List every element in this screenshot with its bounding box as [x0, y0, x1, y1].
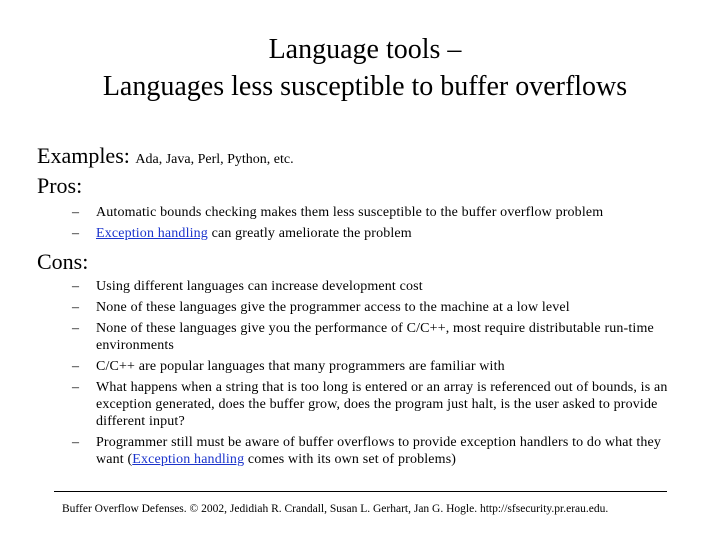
dash-bullet-icon: –: [72, 205, 80, 220]
slide-title-line-2: Languages less susceptible to buffer overflows: [102, 71, 628, 102]
cons-item-6: [0, 434, 676, 468]
cons-item-5-text: What happens when a string that is too long is entered or an array is referenced out of bounds, is an exception generated, does the buffer grow, does the program just halt, is the user asked to provide different input?: [96, 380, 668, 429]
pros-item-1: [0, 204, 676, 221]
pros-label: Pros:: [37, 173, 83, 198]
dash-bullet-icon: –: [72, 321, 80, 336]
dash-bullet-icon: –: [72, 300, 80, 315]
examples-heading: [37, 142, 294, 174]
cons-item-6-text: Programmer still must be aware of buffer overflows to provide exception handlers to do what they want (: [96, 435, 662, 467]
cons-item-4-text: C/C++ are popular languages that many programmers are familiar with: [96, 359, 505, 374]
cons-list: [0, 278, 676, 472]
cons-item-5: [0, 379, 676, 430]
dash-bullet-icon: –: [72, 226, 80, 241]
dash-bullet-icon: –: [72, 359, 80, 374]
cons-label: Cons:: [37, 249, 89, 274]
footer-divider: [54, 491, 667, 492]
cons-item-1: [0, 278, 676, 295]
cons-item-1-text: Using different languages can increase development cost: [96, 279, 423, 294]
footer-credits: Buffer Overflow Defenses. © 2002, Jedidiah R. Crandall, Susan L. Gerhart, Jan G. Hogle. http://sfsecurity.pr.erau.edu.: [62, 503, 609, 515]
pros-list: [0, 204, 676, 246]
exception-handling-link[interactable]: Exception handling: [96, 226, 208, 241]
dash-bullet-icon: –: [72, 279, 80, 294]
examples-label: Examples:: [37, 143, 130, 168]
cons-item-3: [0, 320, 676, 354]
cons-item-6-text-end: comes with its own set of problems): [244, 452, 457, 467]
pros-item-2: [0, 225, 676, 242]
cons-item-4: [0, 358, 676, 375]
pros-item-2-text: can greatly ameliorate the problem: [207, 226, 412, 241]
examples-text: Ada, Java, Perl, Python, etc.: [135, 152, 294, 167]
cons-item-2: [0, 299, 676, 316]
cons-item-2-text: None of these languages give the programmer access to the machine at a low level: [96, 300, 570, 315]
exception-handling-link[interactable]: Exception handling: [132, 452, 245, 467]
dash-bullet-icon: –: [72, 435, 80, 450]
dash-bullet-icon: –: [72, 380, 80, 395]
pros-item-1-text: Automatic bounds checking makes them less susceptible to the buffer overflow problem: [96, 205, 604, 220]
cons-item-3-text: None of these languages give you the performance of C/C++, most require distributable run-time environments: [96, 321, 654, 353]
slide-title-line-1: Language tools –: [268, 34, 462, 65]
